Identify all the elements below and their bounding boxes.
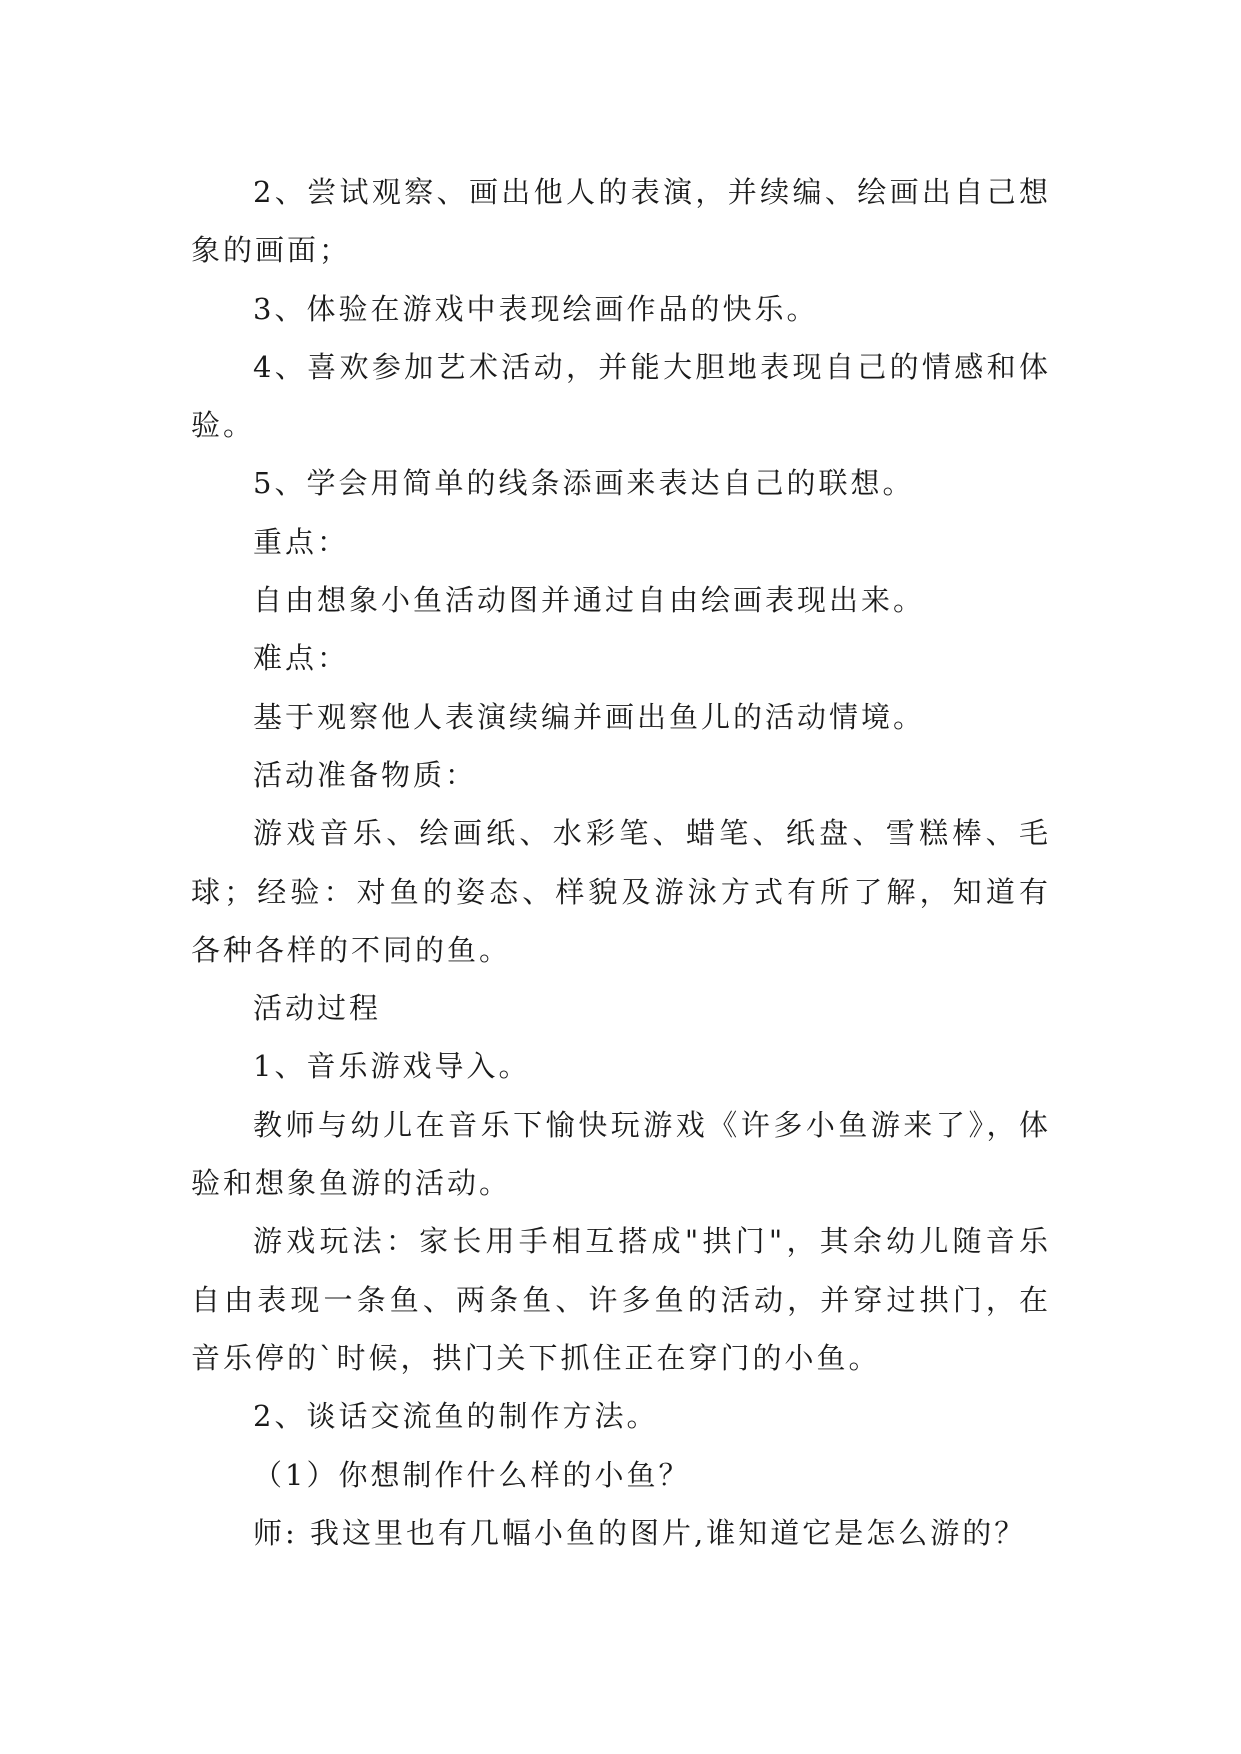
step-2-heading: 2、谈话交流鱼的制作方法。: [253, 1399, 659, 1434]
key-point-text: 自由想象小鱼活动图并通过自由绘画表现出来。: [253, 583, 926, 618]
difficulty-text: 基于观察他人表演续编并画出鱼儿的活动情境。: [253, 699, 926, 734]
materials-heading: 活动准备物质：: [253, 757, 478, 792]
process-heading: 活动过程: [253, 991, 382, 1026]
materials-text: 游戏音乐、绘画纸、水彩笔、蜡笔、纸盘、雪糕棒、毛球；经验：对鱼的姿态、样貌及游泳方式有所了解，知道有各种各样的不同的鱼。: [191, 816, 1051, 967]
key-point-heading: 重点：: [253, 524, 350, 559]
objective-2-paragraph: 2、尝试观察、画出他人的表演，并续编、绘画出自己想象的画面；: [191, 175, 1051, 268]
objective-3-paragraph: 3、体验在游戏中表现绘画作品的快乐。: [253, 291, 819, 326]
teacher-line-text: 师: 我这里也有几幅小鱼的图片,谁知道它是怎么游的？: [253, 1515, 1027, 1550]
question-1-text: （1）你想制作什么样的小鱼？: [253, 1457, 691, 1492]
objective-5-paragraph: 5、学会用简单的线条添画来表达自己的联想。: [253, 466, 915, 501]
step-1-heading: 1、音乐游戏导入。: [253, 1049, 531, 1084]
objective-4-paragraph: 4、喜欢参加艺术活动，并能大胆地表现自己的情感和体验。: [191, 349, 1051, 443]
game-rules-text: 游戏玩法：家长用手相互搭成"拱门"，其余幼儿随音乐自由表现一条鱼、两条鱼、许多鱼的活动，并穿过拱门，在音乐停的`时候，拱门关下抓住正在穿门的小鱼。: [191, 1224, 1051, 1375]
document-body: [191, 163, 1051, 1562]
step-1-text: 教师与幼儿在音乐下愉快玩游戏《许多小鱼游来了》，体验和想象鱼游的活动。: [191, 1107, 1051, 1201]
difficulty-heading: 难点：: [253, 641, 350, 676]
